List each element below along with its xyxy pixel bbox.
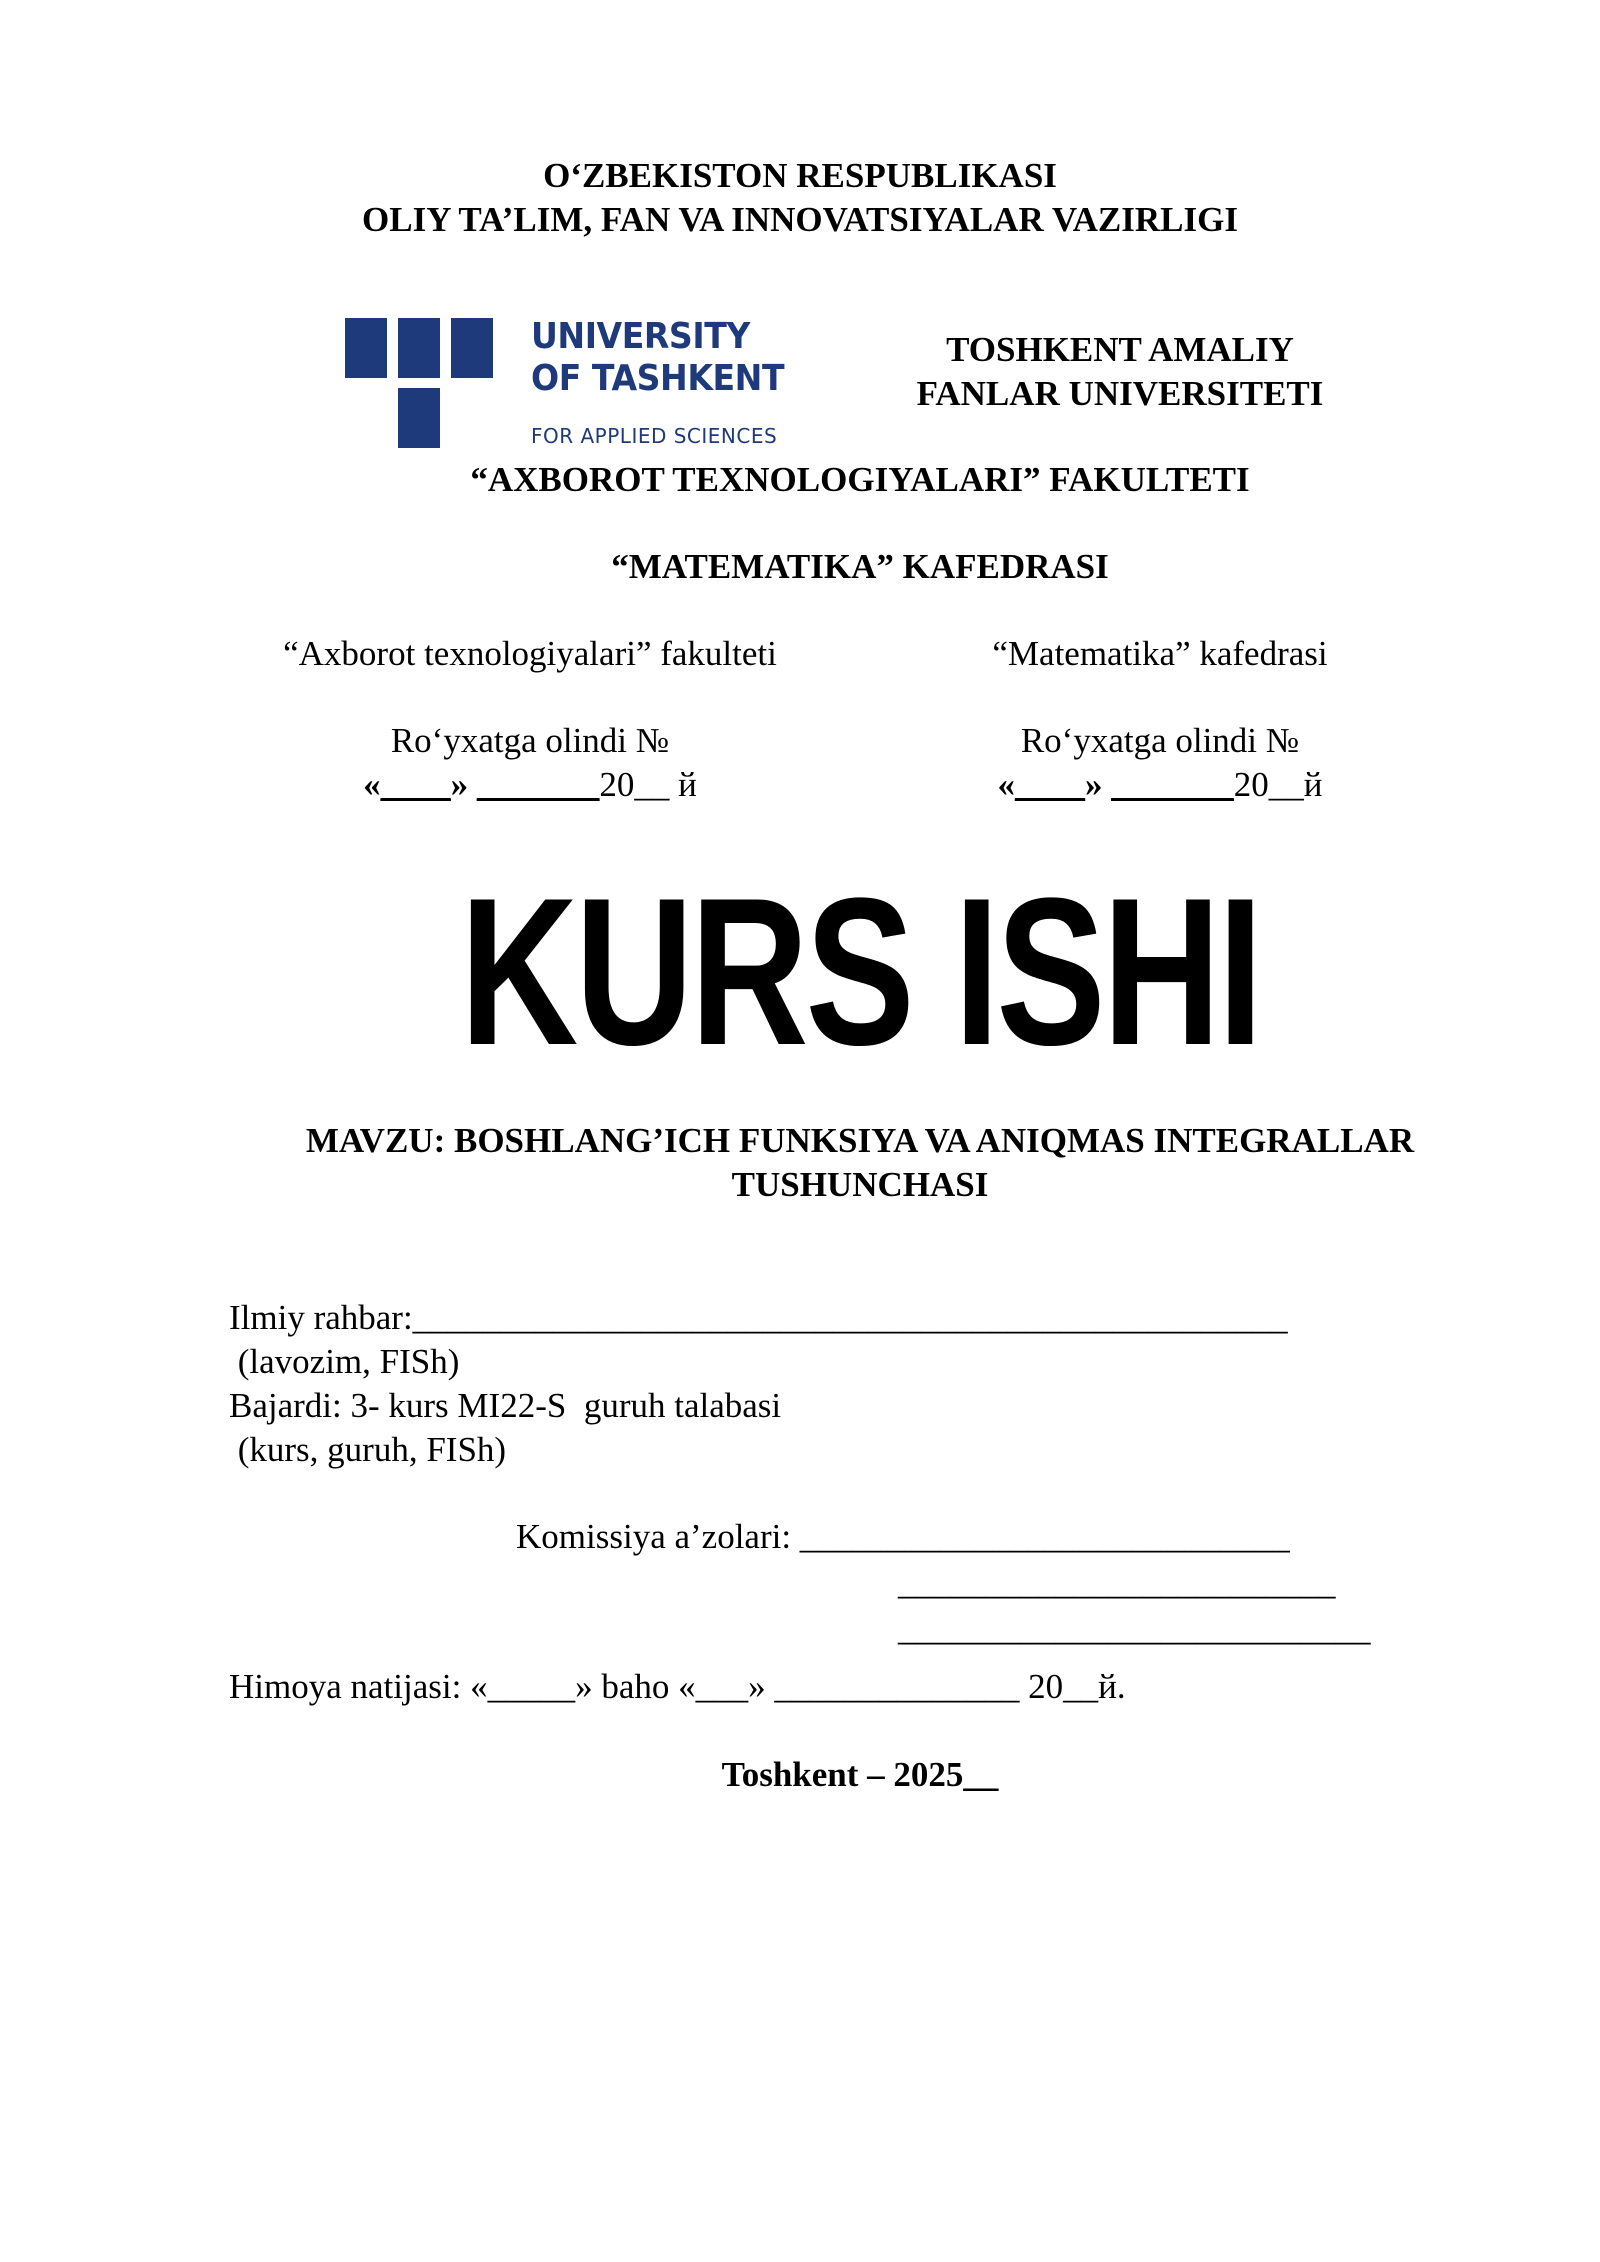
left-date-open: «	[363, 765, 381, 804]
commission-line3: ___________________________	[898, 1609, 1371, 1648]
right-block-registered: Ro‘yxatga olindi №	[1020, 721, 1300, 760]
document-title: KURS ISHI	[459, 854, 1261, 1089]
right-block-name: “Matematika” kafedrasi	[992, 634, 1328, 673]
left-block-registered: Ro‘yxatga olindi №	[390, 721, 670, 760]
topic-line1: MAVZU: BOSHLANG’ICH FUNKSIYA VA ANIQMAS INTEGRALLAR	[305, 1121, 1415, 1160]
logo-text-applied-sciences: FOR APPLIED SCIENCES	[531, 424, 778, 448]
left-block-name: “Axborot texnologiyalari” fakulteti	[283, 634, 777, 673]
university-logo	[345, 316, 785, 453]
right-date-close: »	[1085, 765, 1103, 804]
faculty-heading: “AXBOROT TEXNOLOGIYALARI” FAKULTETI	[470, 460, 1250, 499]
defense-result: Himoya natijasi: «_____» baho «___» ______________ 20__й.	[229, 1667, 1126, 1706]
left-date-suffix: й	[678, 765, 697, 804]
left-date-blank-month: _______	[476, 765, 600, 804]
performer-label: Bajardi: 3- kurs MI22-S guruh talabasi	[229, 1386, 782, 1425]
city-year: Toshkent – 2025__	[721, 1755, 999, 1794]
right-block-date	[900, 763, 1420, 807]
ministry-header-line1: O‘ZBEKISTON RESPUBLIKASI	[543, 156, 1057, 195]
right-date-year: 20__	[1233, 765, 1304, 804]
right-date-blank-day: ____	[1015, 765, 1085, 804]
supervisor-hint: (lavozim, FISh)	[229, 1342, 460, 1381]
logo-text-of-tashkent: OF TASHKENT	[531, 358, 785, 399]
left-date-blank-day: ____	[380, 765, 451, 804]
left-block-date	[200, 763, 860, 807]
university-name-line2: FANLAR UNIVERSITETI	[916, 374, 1324, 413]
right-date-suffix: й	[1303, 765, 1323, 804]
logo-text-university: UNIVERSITY	[531, 316, 750, 357]
right-date-blank-month: _______	[1111, 765, 1234, 804]
logo-square-4	[398, 388, 440, 448]
logo-square-2	[398, 318, 440, 378]
logo-square-3	[451, 318, 493, 378]
university-name-line1: TOSHKENT AMALIY	[946, 330, 1294, 369]
department-heading: “MATEMATIKA” KAFEDRASI	[611, 547, 1109, 586]
ministry-header-line2: OLIY TA’LIM, FAN VA INNOVATSIYALAR VAZIRLIGI	[362, 200, 1238, 239]
commission-label: Komissiya a’zolari: ____________________________	[516, 1517, 1290, 1556]
performer-hint: (kurs, guruh, FISh)	[229, 1430, 507, 1469]
right-date-open: «	[997, 765, 1015, 804]
topic-line2: TUSHUNCHASI	[731, 1165, 989, 1204]
left-date-year: 20__	[599, 765, 670, 804]
logo-square-1	[345, 318, 387, 378]
left-date-close: »	[450, 765, 469, 804]
supervisor-label: Ilmiy rahbar:__________________________________________________	[229, 1298, 1288, 1337]
commission-line2: _________________________	[898, 1563, 1336, 1602]
